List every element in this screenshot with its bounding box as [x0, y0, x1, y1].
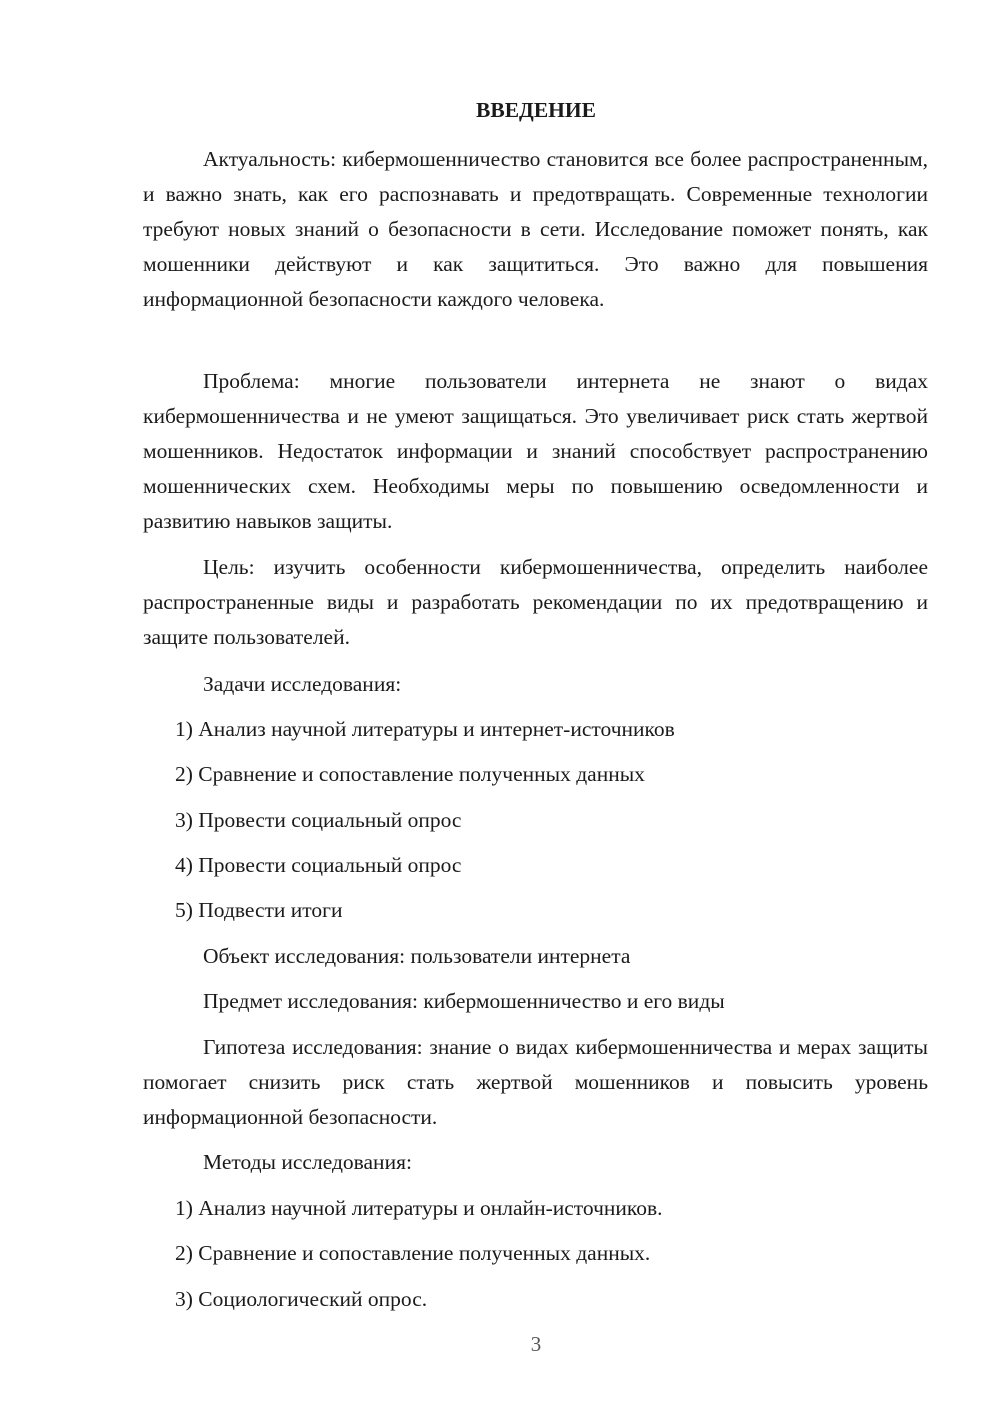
method-item-1: 1) Анализ научной литературы и онлайн-источников. — [175, 1196, 663, 1220]
tasks-heading: Задачи исследования: — [203, 672, 402, 696]
hypothesis-paragraph: Гипотеза исследования: знание о видах кибермошенничества и мерах защиты помогает снизить риск стать жертвой мошенников и повысить уровень информационной безопасности. — [143, 1035, 928, 1129]
page-number: 3 — [530, 1332, 542, 1356]
relevance-paragraph: Актуальность: кибермошенничество становится все более распространенным, и важно знать, как его распознавать и предотвращать. Современные технологии требуют новых знаний о безопасности в сети. Исследование поможет понять, как мошенники действуют и как защититься. Это важно для повышения информационной безопасности каждого человека. — [143, 147, 928, 311]
task-item-4: 4) Провести социальный опрос — [175, 853, 462, 877]
method-item-2: 2) Сравнение и сопоставление полученных данных. — [175, 1241, 651, 1265]
object-line: Объект исследования: пользователи интернета — [203, 944, 631, 968]
task-item-1: 1) Анализ научной литературы и интернет-источников — [175, 717, 675, 741]
goal-paragraph: Цель: изучить особенности кибермошенничества, определить наиболее распространенные виды и разработать рекомендации по их предотвращению и защите пользователей. — [143, 555, 928, 649]
method-item-3: 3) Социологический опрос. — [175, 1287, 428, 1311]
task-item-2: 2) Сравнение и сопоставление полученных данных — [175, 762, 645, 786]
task-item-5: 5) Подвести итоги — [175, 898, 343, 922]
methods-heading: Методы исследования: — [203, 1150, 412, 1174]
page-title: ВВЕДЕНИЕ — [476, 98, 596, 122]
problem-paragraph: Проблема: многие пользователи интернета не знают о видах кибермошенничества и не умеют защищаться. Это увеличивает риск стать жертвой мошенников. Недостаток информации и знаний способствует распространению мошеннических схем. Необходимы меры по повышению осведомленности и развитию навыков защиты. — [143, 369, 928, 533]
subject-line: Предмет исследования: кибермошенничество и его виды — [203, 989, 725, 1013]
task-item-3: 3) Провести социальный опрос — [175, 808, 462, 832]
